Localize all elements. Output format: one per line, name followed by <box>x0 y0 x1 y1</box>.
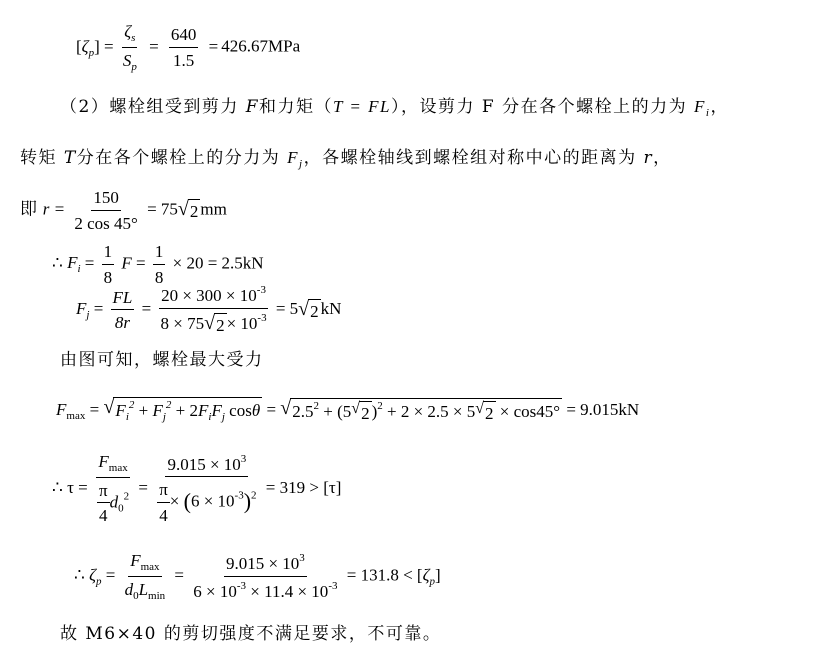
conclusion-text: 故 M6×40 的剪切强度不满足要求，不可靠。 <box>60 624 442 644</box>
equation-allowable-stress: $[\zeta_p]$ = $\frac{\zeta_s}{S_p}$ = $\frac{640}{1.5}$ = 426.67MPa <box>76 22 301 73</box>
text-max-force: 由图可知，螺栓最大受力 <box>60 350 264 370</box>
equation-fj: $F_j$ = $\frac{FL}{8r}$ = $20 \times 300 \times 10^{-3}$ 8 × 75 √ 2 × $10^{-3}$ = 5 √ 2 kN <box>76 284 342 336</box>
eq1-lhs: $[\zeta_p]$ = <box>76 36 114 59</box>
equation-fi: ∴ $F_i$ = $\frac{1}{8}$ F = $\frac{1}{8}$ × 20 = 2.5kN <box>52 242 264 287</box>
equation-tau: ∴ τ = $F_{max}$ $\frac{\pi}{4}$ $d_0^2$ = $9.015 \times 10^3$ $\frac{\pi}{4}$ × $(6 \times 10^{-3})^2$ = 319 > [τ] <box>52 452 342 526</box>
eq1-result: 426.67MPa <box>221 36 301 56</box>
paragraph-line-2: 转矩 T分在各个螺栓上的分力为 $F_j$，各螺栓轴线到螺栓组对称中心的距离为 r， <box>20 148 672 170</box>
equation-zeta: ∴ $\zeta_p$ = $\frac{F_{max}}{d_0L_{min}}$ = $\frac{9.015 \times 10^3}{6 \times 10^{-3} \times 11.4 \times 10^{-3}}$ = $131.8 < [\zeta_p]$ <box>74 551 441 602</box>
equation-fmax: $F_{max}$ = √ $F_i^2 + F_j^2 + 2F_iF_j$ cosθ = √ $2.5^2 + (5$ √ 2 )$^2$ + 2 × 2.5 × 5 √ 2 × cos45° = 9.015kN <box>56 396 640 423</box>
paragraph-line-1: （2）螺栓组受到剪力 F和力矩（T = FL），设剪力 F 分在各个螺栓上的力为 $F_i$， <box>60 97 729 119</box>
equation-radius: 即 r = $\frac{150}{2 \cos 45^\circ}$ = 75 √ 2 mm <box>20 188 227 233</box>
eq1-value-fraction: $\frac{640}{1.5}$ <box>170 25 197 70</box>
eq1-symbol-fraction: $\frac{\zeta_s}{S_p}$ <box>122 22 137 73</box>
